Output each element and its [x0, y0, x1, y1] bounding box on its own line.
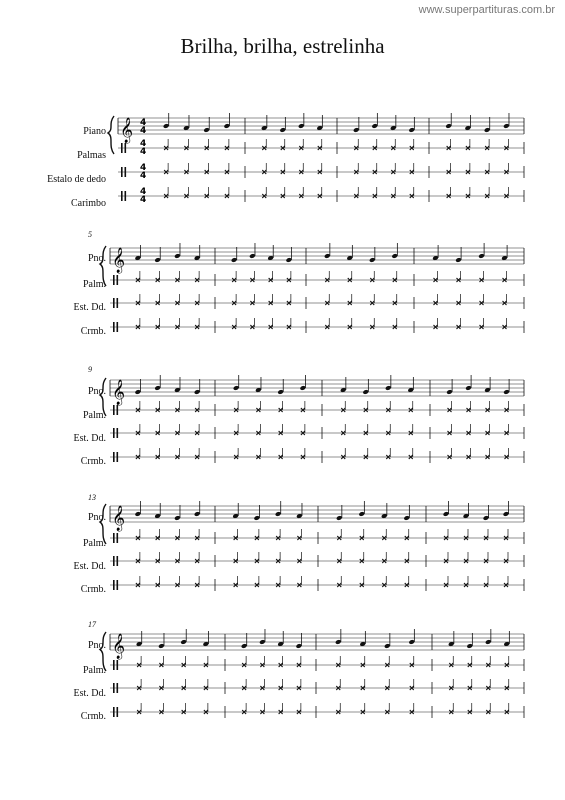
percussion-clef-icon [117, 556, 119, 566]
percussion-clef-icon [113, 683, 115, 693]
percussion-clef-icon [117, 683, 119, 693]
percussion-clef-icon [117, 707, 119, 717]
percussion-clef-icon [117, 660, 119, 670]
part-label-piano: Pno. [87, 386, 106, 397]
part-label-palmas: Palmas [77, 150, 106, 161]
treble-clef-icon: 𝄞 [112, 248, 126, 273]
part-label-palmas: Palm. [82, 279, 106, 290]
time-signature-bottom: 4 [140, 195, 147, 205]
treble-clef-icon: 𝄞 [112, 380, 126, 405]
measure-number: 9 [88, 365, 92, 374]
time-signature-top: 4 [140, 187, 147, 197]
percussion-clef-icon [117, 322, 119, 332]
percussion-clef-icon [117, 580, 119, 590]
time-signature-top: 4 [140, 118, 147, 128]
time-signature-bottom: 4 [140, 171, 147, 181]
brace [100, 504, 106, 544]
part-label-palmas: Palm. [82, 410, 106, 421]
percussion-clef-icon [121, 167, 123, 177]
percussion-clef-icon [113, 452, 115, 462]
measure-number: 13 [88, 493, 96, 502]
percussion-clef-icon [117, 275, 119, 285]
percussion-clef-icon [113, 660, 115, 670]
part-label-palmas: Palm. [82, 665, 106, 676]
percussion-clef-icon [117, 405, 119, 415]
part-label-carimbo: Crmb. [80, 711, 106, 722]
part-label-estalo: Est. Dd. [73, 688, 106, 699]
part-label-estalo: Estalo de dedo [47, 174, 106, 185]
percussion-clef-icon [113, 428, 115, 438]
time-signature-top: 4 [140, 139, 147, 149]
percussion-clef-icon [113, 322, 115, 332]
part-label-estalo: Est. Dd. [73, 433, 106, 444]
percussion-clef-icon [117, 452, 119, 462]
part-label-piano: Pno. [87, 253, 106, 264]
brace [100, 632, 106, 671]
watermark: www.superpartituras.com.br [418, 4, 555, 16]
part-label-palmas: Palm. [82, 538, 106, 549]
percussion-clef-icon [125, 167, 127, 177]
measure-number: 17 [88, 620, 96, 629]
percussion-clef-icon [113, 707, 115, 717]
brace [100, 378, 106, 416]
percussion-clef-icon [117, 428, 119, 438]
percussion-clef-icon [113, 533, 115, 543]
score-title: Brilha, brilha, estrelinha [180, 34, 385, 58]
percussion-clef-icon [113, 298, 115, 308]
percussion-clef-icon [113, 275, 115, 285]
time-signature-bottom: 4 [140, 147, 147, 157]
percussion-clef-icon [125, 191, 127, 201]
treble-clef-icon: 𝄞 [112, 634, 126, 659]
time-signature-bottom: 4 [140, 126, 147, 136]
percussion-clef-icon [117, 298, 119, 308]
percussion-clef-icon [125, 143, 127, 153]
part-label-piano: Pno. [87, 640, 106, 651]
part-label-piano: Piano [83, 126, 106, 137]
measure-number: 5 [88, 230, 92, 239]
time-signature-top: 4 [140, 163, 147, 173]
treble-clef-icon: 𝄞 [112, 506, 126, 531]
percussion-clef-icon [113, 556, 115, 566]
brace [108, 116, 114, 154]
part-label-carimbo: Carimbo [71, 198, 106, 209]
percussion-clef-icon [113, 405, 115, 415]
treble-clef-icon: 𝄞 [120, 118, 134, 143]
part-label-piano: Pno. [87, 512, 106, 523]
percussion-clef-icon [113, 580, 115, 590]
percussion-clef-icon [121, 191, 123, 201]
part-label-estalo: Est. Dd. [73, 561, 106, 572]
percussion-clef-icon [121, 143, 123, 153]
percussion-clef-icon [117, 533, 119, 543]
brace [100, 246, 106, 286]
part-label-carimbo: Crmb. [80, 456, 106, 467]
part-label-estalo: Est. Dd. [73, 302, 106, 313]
part-label-carimbo: Crmb. [80, 326, 106, 337]
part-label-carimbo: Crmb. [80, 584, 106, 595]
